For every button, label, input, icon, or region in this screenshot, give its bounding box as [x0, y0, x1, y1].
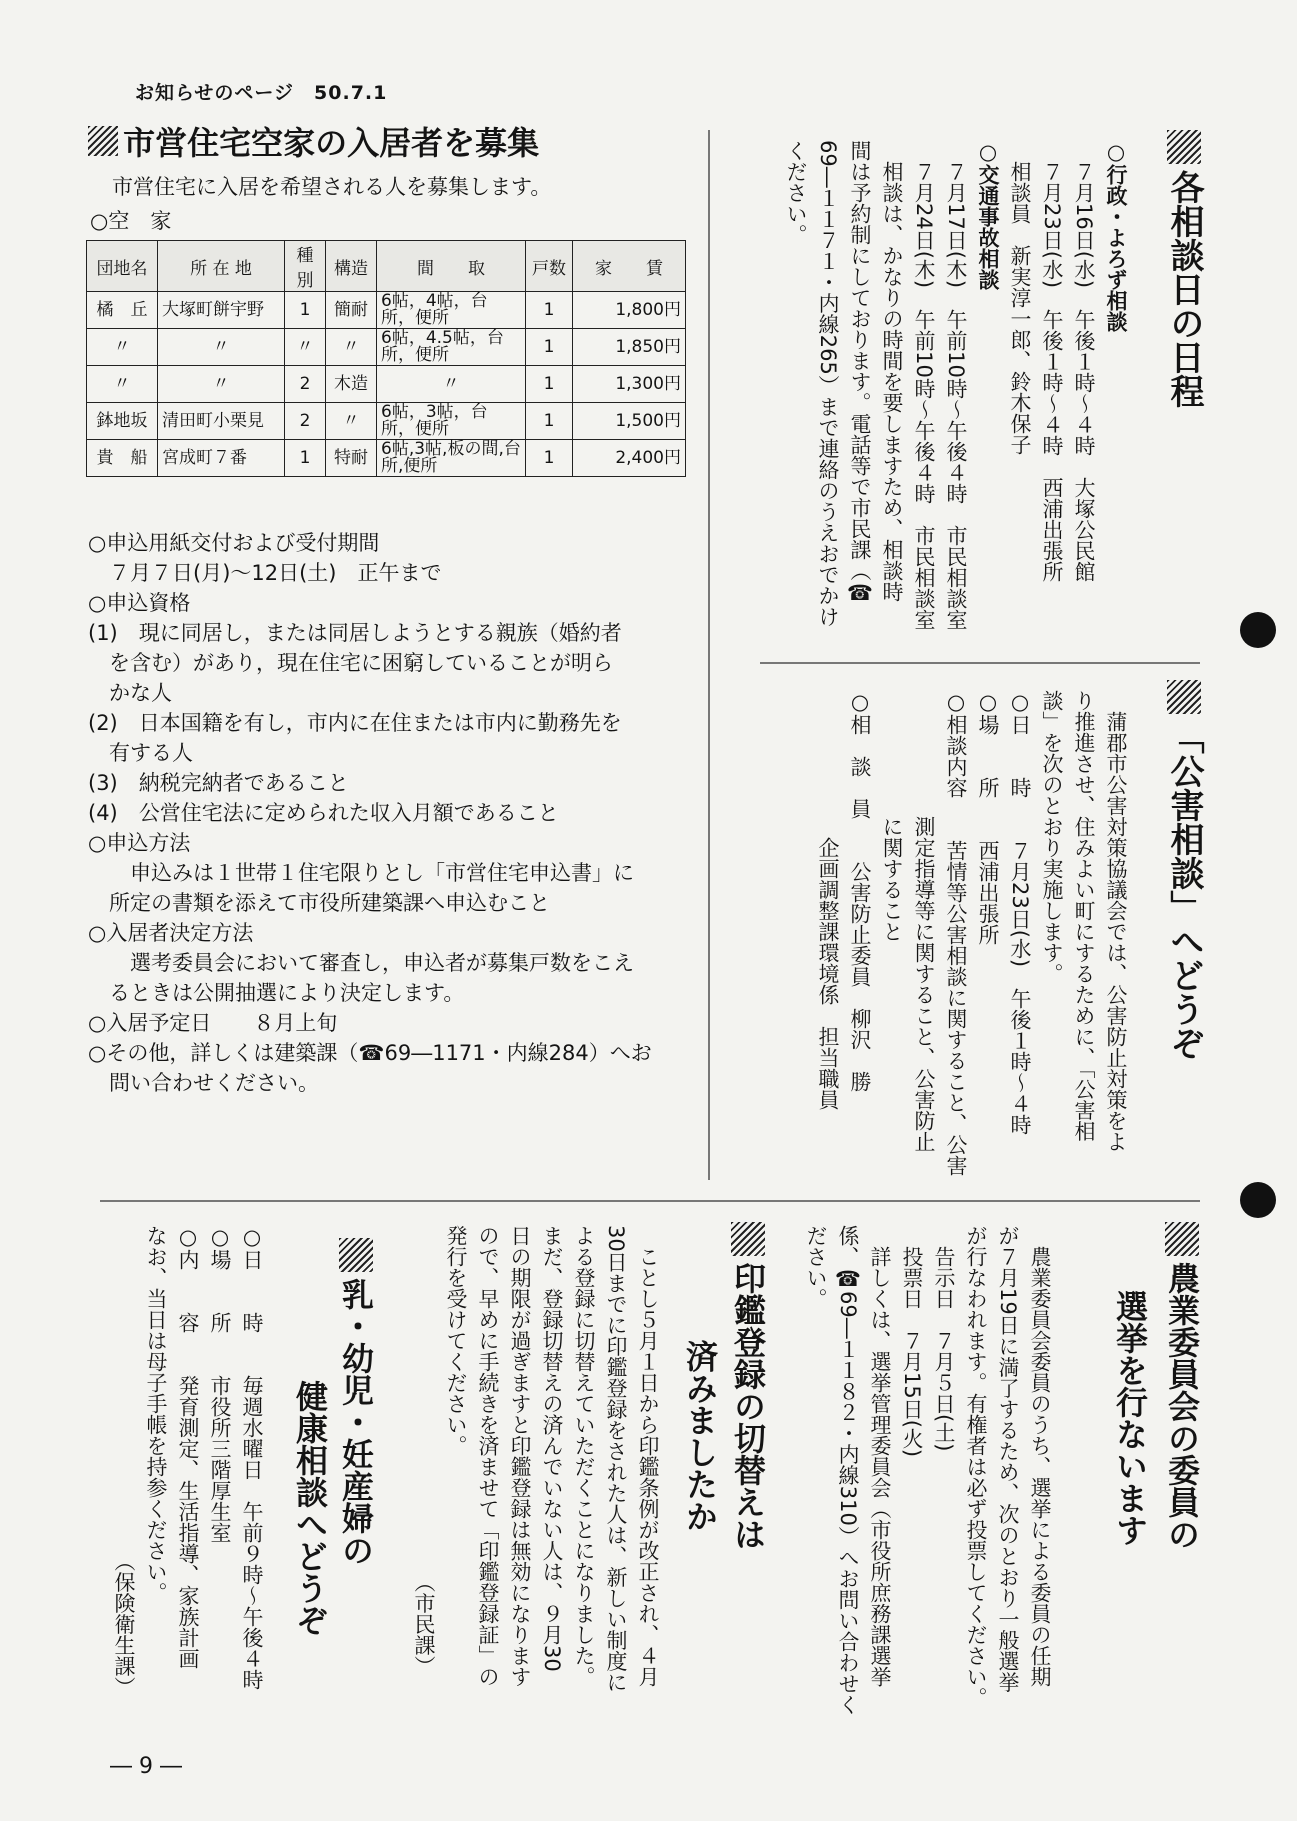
col-header: 構造 — [326, 241, 377, 292]
housing-line: ○入居者決定方法 — [88, 921, 254, 945]
table-cell: 1,300円 — [573, 366, 686, 403]
agri-line: 告示日 ７月５日(土) — [932, 1225, 956, 1452]
table-cell: 6帖,3帖,板の間,台所,便所 — [377, 440, 526, 477]
consult-line: 69―１１７１・内線265）まで連絡のうえおでかけ — [816, 140, 840, 627]
infant-subtitle: 健康相談へどうぞ — [291, 1380, 329, 1636]
housing-line: 問い合わせください。 — [88, 1071, 319, 1095]
table-cell: 木造 — [326, 366, 377, 403]
consult-line: ７月24日(木) 午前10時〜午後４時 市民相談室 — [912, 140, 936, 630]
vacancy-label: ○空 家 — [90, 209, 172, 233]
seal-title-block — [728, 1222, 768, 1550]
punch-hole — [1240, 612, 1276, 648]
agri-line: ださい。 — [804, 1225, 828, 1309]
table-cell: 6帖，4.5帖，台所，便所 — [377, 329, 526, 366]
housing-intro: 市営住宅に入居を希望される人を募集します。 — [112, 175, 552, 199]
col-header: 所 在 地 — [158, 241, 285, 292]
table-cell: 2 — [285, 403, 326, 440]
hatch-icon — [1167, 130, 1201, 164]
section-divider — [760, 662, 1200, 664]
housing-line: (3) 納税完納者であること — [88, 771, 349, 795]
table-cell: 1,850円 — [573, 329, 686, 366]
pollution-body — [812, 690, 1132, 1176]
seal-subtitle: 済みましたか — [681, 1340, 719, 1532]
punch-hole — [1240, 1182, 1276, 1218]
pollution-title-block — [1162, 680, 1206, 1060]
housing-line: ○申込用紙交付および受付期間 — [88, 531, 380, 555]
table-cell: 〃 — [285, 329, 326, 366]
table-cell: 6帖，3帖，台所，便所 — [377, 403, 526, 440]
consult-title: 各相談日の日程 — [1164, 170, 1204, 408]
hatch-icon — [1165, 1222, 1199, 1256]
table-cell: 1 — [526, 403, 573, 440]
housing-line: 選考委員会において審査し，申込者が募集戸数をこえ — [88, 951, 634, 975]
housing-line: ○入居予定日 ８月上旬 — [88, 1011, 338, 1035]
infant-line: ○日 時 毎週水曜日 午前９時〜午後４時 — [240, 1225, 264, 1690]
section-divider — [100, 1200, 1200, 1202]
pollution-title: 「公害相談」へどうぞ — [1164, 720, 1204, 1060]
table-cell: 鉢地坂 — [87, 403, 158, 440]
table-cell: 2 — [285, 366, 326, 403]
housing-line: を含む）があり，現在住宅に困窮していることが明ら — [88, 651, 613, 675]
infant-line: なお、当日は母子手帳を持参ください。 — [144, 1225, 168, 1603]
table-cell: 1 — [526, 440, 573, 477]
hatch-icon — [339, 1238, 373, 1272]
table-cell: 1 — [526, 366, 573, 403]
hatch-icon — [1167, 680, 1201, 714]
table-row — [87, 366, 686, 403]
table-cell: 1,500円 — [573, 403, 686, 440]
seal-line: よる登録に切替えていただくことになりました。 — [572, 1225, 596, 1687]
page-number: ― 9 ― — [110, 1754, 182, 1779]
housing-line: 有する人 — [88, 741, 193, 765]
agri-line: 農業委員会委員のうち、選挙による委員の任期 — [1028, 1225, 1052, 1687]
consult-body — [780, 140, 1132, 660]
housing-line: ７月７日(月)〜12日(土) 正午まで — [88, 561, 442, 585]
pollution-line: に関すること — [880, 690, 904, 942]
pollution-line: ○日 時 ７月23日(水) 午後１時〜４時 — [1008, 690, 1032, 1136]
col-header: 間 取 — [377, 241, 526, 292]
agri-line: 投票日 ７月15日(火) — [900, 1225, 924, 1458]
pollution-line: 測定指導等に関すること、公害防止 — [912, 690, 936, 1152]
page-header: お知らせのページ 50.7.1 — [135, 82, 388, 104]
rent-table — [86, 240, 686, 477]
table-cell: 〃 — [326, 329, 377, 366]
consult-line: ください。 — [784, 140, 808, 245]
consult-line: 相談は、かなりの時間を要しますため、相談時 — [880, 140, 904, 602]
table-cell: 〃 — [158, 366, 285, 403]
housing-line: かな人 — [88, 681, 172, 705]
table-cell: 〃 — [326, 403, 377, 440]
housing-line: 申込みは１世帯１住宅限りとし「市営住宅申込書」に — [88, 861, 634, 885]
housing-line: ○その他，詳しくは建築課（☎69―1171・内線284）へお — [88, 1041, 652, 1065]
table-cell: 1 — [285, 292, 326, 329]
pollution-line: ○相談内容 苦情等公害相談に関すること、公害 — [944, 690, 968, 1176]
table-cell: 貴 船 — [87, 440, 158, 477]
housing-line: (2) 日本国籍を有し，市内に在住または市内に勤務先を — [88, 711, 622, 735]
table-row — [87, 440, 686, 477]
table-cell: 〃 — [87, 366, 158, 403]
table-cell: 6帖，4帖，台所，便所 — [377, 292, 526, 329]
agri-line: が行なわれます。有権者は必ず投票してください。 — [964, 1225, 988, 1708]
table-header-row — [87, 241, 686, 292]
infant-line: （保険衛生課） — [112, 1225, 136, 1698]
housing-line: (4) 公営住宅法に定められた収入月額であること — [88, 801, 559, 825]
housing-title: 市営住宅空家の入居者を募集 — [123, 124, 540, 162]
seal-line: 発行を受けてください。 — [444, 1225, 468, 1456]
table-cell: 1 — [526, 292, 573, 329]
infant-line: ○内 容 発育測定、生活指導、家族計画 — [176, 1225, 200, 1669]
table-cell: 2,400円 — [573, 440, 686, 477]
agri-title: 農業委員会の委員の — [1163, 1262, 1201, 1550]
table-cell: 〃 — [377, 366, 526, 403]
seal-line: ことし５月１日から印鑑条例が改正され、４月 — [636, 1225, 660, 1687]
table-cell: 橘 丘 — [87, 292, 158, 329]
agri-subtitle: 選挙を行ないます — [1111, 1290, 1149, 1546]
housing-line: 所定の書類を添えて市役所建築課へ申込むこと — [88, 891, 550, 915]
seal-line: 30日までに印鑑登録をされた人は、新しい制度に — [604, 1225, 628, 1693]
housing-line: ○申込方法 — [88, 831, 191, 855]
housing-line: (1) 現に同居し，または同居しようとする親族（婚約者 — [88, 621, 622, 645]
pollution-line: ○相 談 員 公害防止委員 柳沢 勝 — [848, 690, 872, 1092]
consult-line: ７月23日(水) 午後１時〜４時 西浦出張所 — [1040, 140, 1064, 583]
hatch-icon — [88, 126, 118, 156]
col-header: 戸数 — [526, 241, 573, 292]
table-cell: 大塚町餅宇野 — [158, 292, 285, 329]
agri-title-block — [1162, 1222, 1202, 1550]
seal-title: 印鑑登録の切替えは — [729, 1262, 767, 1550]
table-cell: 〃 — [158, 329, 285, 366]
table-row — [87, 292, 686, 329]
consult-line: ○交通事故相談 — [976, 140, 1000, 290]
table-cell: 1 — [526, 329, 573, 366]
infant-body — [108, 1225, 268, 1698]
consult-line: ７月16日(水) 午後１時〜４時 大塚公民館 — [1072, 140, 1096, 583]
table-cell: 1 — [285, 440, 326, 477]
seal-line: ので、早めに手続きを済ませて「印鑑登録証」の — [476, 1225, 500, 1687]
infant-line: ○場 所 市役所三階厚生室 — [208, 1225, 232, 1543]
infant-title: 乳・幼児・妊産婦の — [337, 1278, 375, 1566]
column-divider — [708, 130, 710, 1180]
col-header: 種別 — [285, 241, 326, 292]
infant-title-block — [336, 1238, 376, 1566]
housing-line: るときは公開抽選により決定します。 — [88, 981, 465, 1005]
seal-line: まだ、登録切替えの済んでいない人は、９月30 — [540, 1225, 564, 1672]
hatch-icon — [731, 1222, 765, 1256]
consult-line: ○行政・よろず相談 — [1104, 140, 1128, 332]
agri-body — [800, 1225, 1056, 1715]
pollution-line: 蒲郡市公害対策協議会では、公害防止対策をよ — [1104, 690, 1128, 1152]
table-cell: 特耐 — [326, 440, 377, 477]
consult-line: ７月17日(木) 午前10時〜午後４時 市民相談室 — [944, 140, 968, 630]
pollution-line: 企画調整課環境係 担当職員 — [816, 690, 840, 1110]
pollution-line: り推進させ、住みよい町にするために、「公害相 — [1072, 690, 1096, 1142]
seal-line: （市民課） — [412, 1225, 436, 1677]
table-cell: 清田町小栗見 — [158, 403, 285, 440]
table-cell: 宮成町７番 — [158, 440, 285, 477]
pollution-line: 談」を次のとおり実施します。 — [1040, 690, 1064, 984]
col-header: 団地名 — [87, 241, 158, 292]
table-row — [87, 403, 686, 440]
housing-line: ○申込資格 — [88, 591, 191, 615]
consult-title-block — [1162, 130, 1206, 408]
table-cell: 簡耐 — [326, 292, 377, 329]
table-cell: 〃 — [87, 329, 158, 366]
agri-line: 係、☎69―１１８２・内線310）へお問い合わせく — [836, 1225, 860, 1715]
consult-line: 相談員 新実淳一郎、鈴木保子 — [1008, 140, 1032, 455]
col-header: 家 賃 — [573, 241, 686, 292]
agri-line: 詳しくは、選挙管理委員会（市役所庶務課選挙 — [868, 1225, 892, 1687]
seal-body — [408, 1225, 664, 1693]
consult-line: 間は予約制にしております。電話等で市民課（☎ — [848, 140, 872, 605]
table-cell: 1,800円 — [573, 292, 686, 329]
housing-title-row — [88, 118, 539, 164]
housing-body — [88, 528, 652, 1098]
agri-line: が７月19日に満了するため、次のとおり一般選挙 — [996, 1225, 1020, 1693]
table-row — [87, 329, 686, 366]
seal-line: 日の期限が過ぎますと印鑑登録は無効になります — [508, 1225, 532, 1687]
pollution-line: ○場 所 西浦出張所 — [976, 690, 1000, 945]
